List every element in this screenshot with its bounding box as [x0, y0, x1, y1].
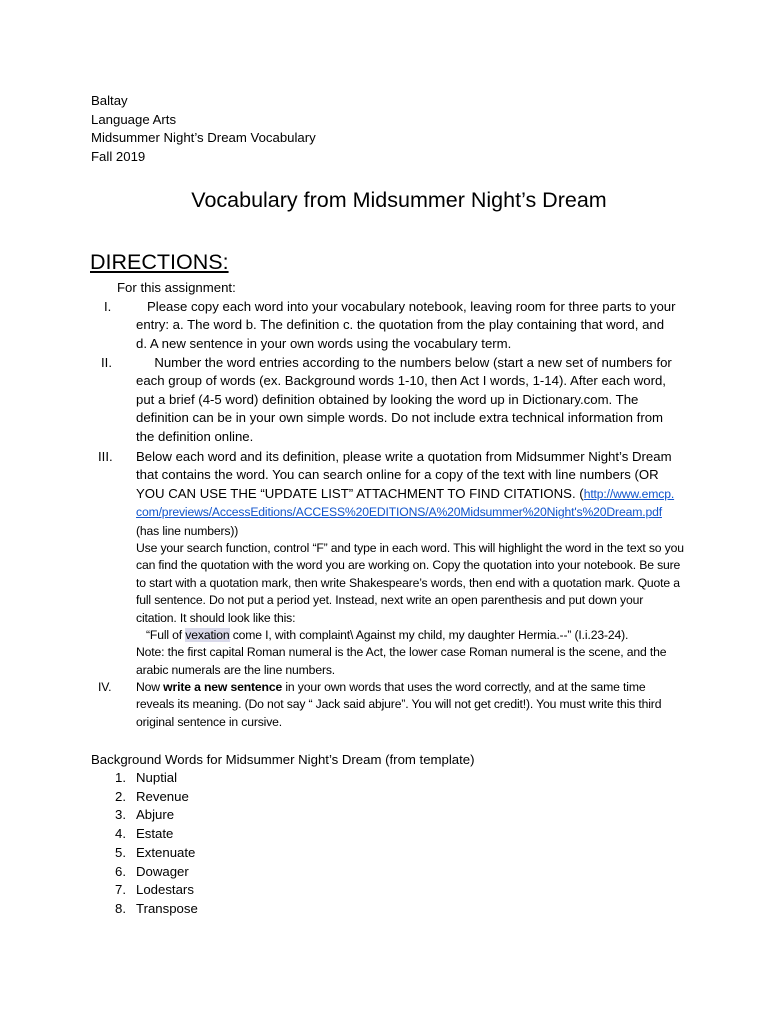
item-text: Number the word entries according to the numbers below (start a new set of numbers for each group of words (ex. Background words 1-10, then Act I words, 1-14). After each word, put a brief (4-5 word) definition obtained by looking the word up in Dictionary.com. The definition can be in your own simple words. Do not include extra technical information from the definition online.: [136, 355, 676, 444]
vocab-word: Abjure: [136, 807, 175, 823]
citation-note: Note: the first capital Roman numeral is the Act, the lower case Roman numeral is the scene, and the arabic numerals are the line numbers.: [136, 645, 667, 677]
search-instructions: Use your search function, control “F” and type in each word. This will highlight the word in the text so you can find the quotation with the word you are working on. Copy the quotation into your notebook. Be sure to start with a quotation mark, then write Shakespeare’s words, then end with a quotation mark. Quote a full sentence. Do not put a period yet. Instead, next write an open parenthesis and put down your citation. It should look like this:: [136, 541, 684, 625]
item-numeral: I.: [104, 299, 112, 314]
pdf-link[interactable]: http://www.emcp.com/previews/AccessEditions/ACCESS%20EDITIONS/A%20Midsummer%20Night's%20Dream.pdf: [136, 486, 675, 520]
course-name: Language Arts: [91, 111, 177, 127]
vocab-word: Estate: [136, 826, 174, 842]
item-text: Please copy each word into your vocabulary notebook, leaving room for three parts to your entry: a. The word b. The definition c. the quotation from the play containing that word, and d. A new sentence in your own words using the vocabulary term.: [136, 299, 680, 351]
vocab-word: Transpose: [136, 900, 198, 916]
item-text: [136, 448, 684, 679]
example-before: “Full of: [146, 628, 186, 643]
vocab-word: Lodestars: [136, 882, 194, 898]
item-numeral: II.: [101, 355, 112, 370]
item-text-before: Now: [136, 680, 164, 694]
item-numeral: IV.: [98, 680, 112, 694]
term: Fall 2019: [91, 149, 146, 165]
item-text-bold: write a new sentence: [163, 680, 283, 694]
page-title: Vocabulary from Midsummer Night’s Dream: [191, 188, 607, 212]
author-name: Baltay: [91, 93, 128, 108]
vocab-word: Nuptial: [136, 770, 178, 785]
vocab-word: Revenue: [136, 788, 189, 804]
example-after: come I, with complaint\ Against my child, my daughter Hermia.--” (I.i.23-24).: [229, 628, 629, 643]
item-text-after: in your own words that uses the word correctly, and at the same time reveals its meaning. (Do not say “ Jack said abjure”. You will not get credit!). You must write this third original sentence in cursive.: [136, 680, 662, 729]
directions-intro: For this assignment:: [117, 280, 236, 295]
vocab-word: Extenuate: [136, 844, 196, 860]
vocab-word: Dowager: [136, 863, 189, 879]
line-numbers-note: (has line numbers)): [136, 523, 239, 538]
directions-heading: DIRECTIONS:: [90, 250, 229, 274]
document-page: Baltay Language Arts Midsummer Night’s Dream Vocabulary Fall 2019 Vocabulary from Midsummer Night’s Dream DIRECTIONS: For this assignment: I. Please copy each word into your vocabulary notebook, leaving room for three parts to your entry: a. The word b. The definition c. the quotation from the play containing that word, and d. A new sentence in your own words using the vocabulary term. II. Number the word entries according to the numbers below (start a new set of numbers for each group of words (ex. Background words 1-10, then Act I words, 1-14). After each word, put a brief (4-5 word) definition obtained by looking the word up in Dictionary.com. The definition can be in your own simple words. Do not include extra technical information from the definition online. III. Below each word and its definition, please write a quotation from Midsummer Night’s Dream that contains the word. You can search online for a copy of the text with line numbers (OR YOU CAN USE THE “UPDATE LIST” ATTACHMENT TO FIND CITATIONS. (http://www.emcp.com/previews/AccessEditions/ACCESS%20EDITIONS/A%20Midsummer%20Night's%20Dream.pdf (has line numbers)) Use your search function, control “F” and type in each word. This will highlight the word in the text so you can find the quotation with the word you are working on. Copy the quotation into your notebook. Be sure to start with a quotation mark, then write Shakespeare’s words, then end with a quotation mark. Quote a full sentence. Do not put a period yet. Instead, next write an open parenthesis and put down your citation. It should look like this: “Full of vexation come I, with complaint\ Against my child, my daughter Hermia.--” (I.i.23-24). Note: the first capital Roman numeral is the Act, the lower case Roman numeral is the scene, and the arabic numerals are the line numbers. IV. Now write a new sentence in your own words that uses the word correctly, and at the same time reveals its meaning. (Do not say “ Jack said abjure”. You will not get credit!). You must write this third original sentence in cursive. Background Words for Midsummer Night’s Dream (from template) 1. Nuptial 2. Revenue 3. Abjure 4. Estate 5. Extenuate 6. Dowager 7. Lodestars 8. Transpose: [0, 0, 768, 1024]
item-text: [136, 679, 676, 731]
highlighted-word: vexation: [185, 628, 230, 643]
document-header: [91, 92, 316, 167]
background-words-heading: Background Words for Midsummer Night’s Dream (from template): [91, 752, 475, 767]
item-text-main: Below each word and its definition, please write a quotation from Midsummer Night’s Dream that contains the word. You can search online for a copy of the text with line numbers (OR YOU CAN USE THE “UPDATE LIST” ATTACHMENT TO FIND CITATIONS. (: [136, 449, 672, 501]
item-numeral: III.: [98, 449, 113, 464]
assignment-name: Midsummer Night’s Dream Vocabulary: [91, 130, 316, 146]
example-citation: [136, 627, 676, 644]
